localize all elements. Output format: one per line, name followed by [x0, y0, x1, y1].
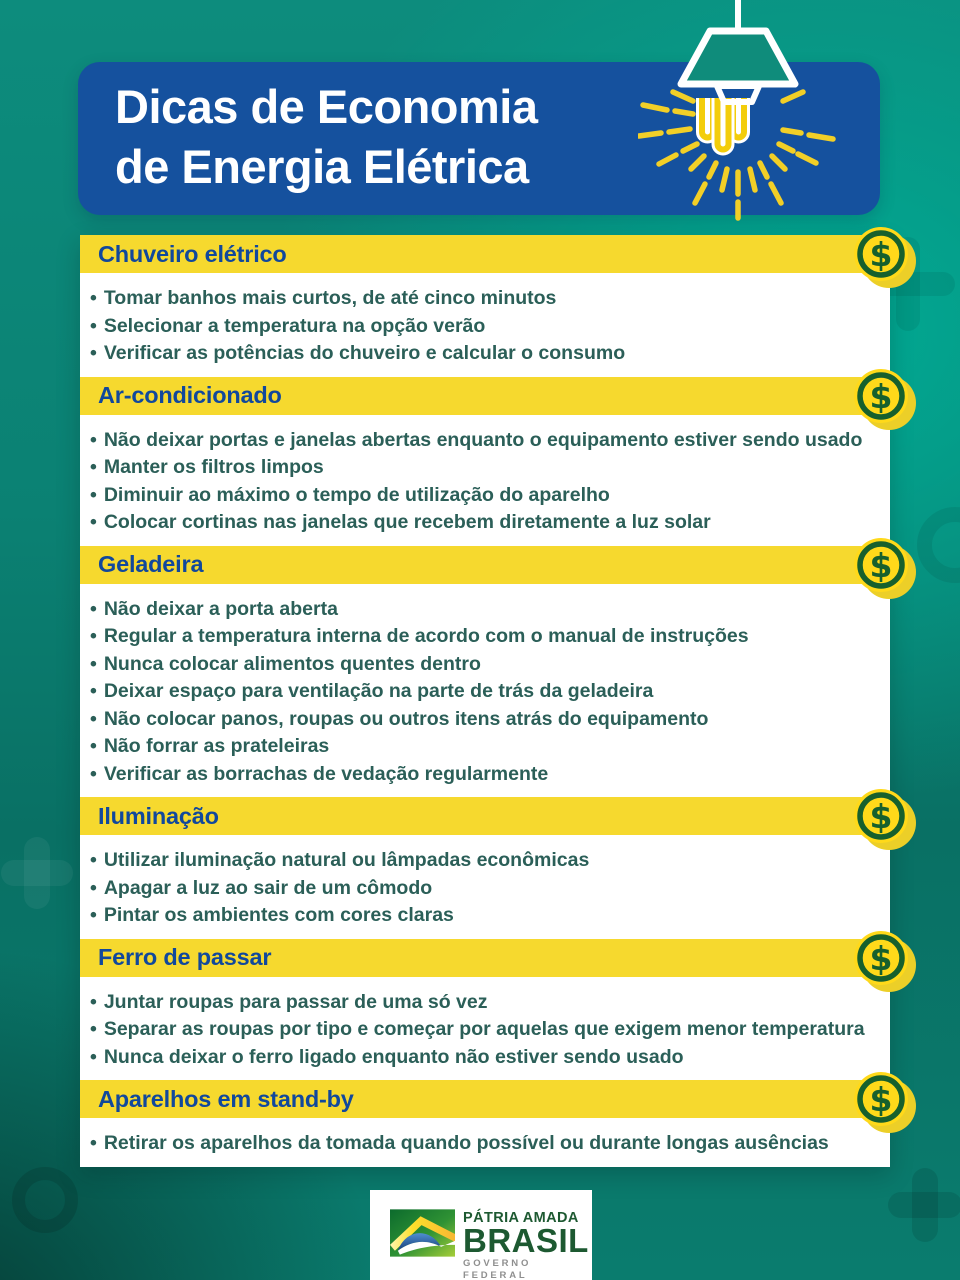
- tips-list: [80, 977, 890, 1081]
- bullet-icon: •: [90, 762, 97, 785]
- tip-item: [90, 733, 872, 761]
- tip-text: Não deixar portas e janelas abertas enquanto o equipamento estiver sendo usado: [103, 428, 863, 451]
- bullet-icon: •: [90, 680, 97, 702]
- tip-item: [90, 285, 872, 313]
- tip-text: Pintar os ambientes com cores claras: [103, 904, 454, 926]
- tip-text: Separar as roupas por tipo e começar por aquelas que exigem menor temperatura: [103, 1018, 865, 1040]
- tips-list: [80, 584, 890, 798]
- dollar-coin-icon: [848, 221, 924, 297]
- tip-text: Juntar roupas para passar de uma só vez: [103, 990, 488, 1013]
- tip-item: [90, 847, 872, 875]
- lamp-cord-icon: [735, 0, 741, 32]
- tip-item: [90, 596, 872, 624]
- tip-item: [90, 651, 872, 679]
- tip-text: Apagar a luz ao sair de um cômodo: [103, 876, 433, 899]
- section-header-bar: [80, 938, 893, 978]
- tip-section: [80, 1080, 893, 1167]
- section-title: Geladeira: [98, 551, 204, 577]
- tip-item: [90, 678, 872, 706]
- tip-text: Retirar os aparelhos da tomada quando possível ou durante longas ausências: [103, 1132, 829, 1154]
- tips-list: [80, 835, 890, 939]
- bullet-icon: •: [90, 511, 97, 533]
- dollar-coin-icon: [848, 532, 924, 608]
- gov-logo-box: [370, 1190, 592, 1280]
- tip-text: Nunca deixar o ferro ligado enquanto não estiver sendo usado: [103, 1045, 684, 1068]
- tip-item: [90, 340, 872, 368]
- logo-brasil: BRASIL: [463, 1222, 589, 1259]
- section-header-bar: [80, 545, 893, 585]
- tip-section: [80, 545, 893, 798]
- bullet-icon: •: [90, 990, 97, 1013]
- tip-item: [90, 989, 872, 1017]
- tip-text: Deixar espaço para ventilação na parte de trás da geladeira: [103, 680, 654, 702]
- svg-text:$: $: [869, 376, 893, 416]
- plus-decoration-left: [1, 837, 73, 909]
- bullet-icon: •: [90, 342, 97, 364]
- section-title: Chuveiro elétrico: [98, 240, 287, 267]
- tip-item: [90, 509, 872, 537]
- bullet-icon: •: [90, 625, 97, 647]
- section-title: Ar-condicionado: [98, 382, 282, 408]
- bullet-icon: •: [90, 735, 97, 757]
- tip-text: Colocar cortinas nas janelas que recebem diretamente a luz solar: [103, 511, 711, 533]
- tip-text: Regular a temperatura interna de acordo com o manual de instruções: [103, 625, 749, 647]
- tip-item: [90, 706, 872, 734]
- section-title: Ferro de passar: [98, 944, 272, 970]
- tip-text: Selecionar a temperatura na opção verão: [103, 314, 486, 337]
- tips-list: [80, 415, 890, 546]
- lamp-shade-icon: [681, 31, 795, 84]
- tip-item: [90, 761, 872, 789]
- tip-item: [90, 1130, 872, 1158]
- tip-item: [90, 482, 872, 510]
- tips-card: [80, 235, 893, 1167]
- tip-text: Nunca colocar alimentos quentes dentro: [103, 652, 481, 675]
- svg-text:$: $: [869, 1080, 893, 1119]
- tip-text: Manter os filtros limpos: [103, 456, 324, 478]
- tips-list: [80, 1118, 890, 1167]
- bullet-icon: •: [90, 1132, 97, 1154]
- tip-text: Utilizar iluminação natural ou lâmpadas econômicas: [103, 849, 590, 871]
- tip-item: [90, 875, 872, 903]
- tip-text: Não deixar a porta aberta: [103, 597, 338, 620]
- logo-governo-federal: GOVERNO FEDERAL: [463, 1258, 532, 1280]
- dollar-coin-icon: [848, 363, 924, 439]
- tip-item: [90, 1016, 872, 1044]
- tip-text: Verificar as borrachas de vedação regularmente: [103, 762, 549, 785]
- bullet-icon: •: [90, 483, 97, 506]
- tip-item: [90, 1044, 872, 1072]
- logo-patria-amada: PÁTRIA AMADA: [463, 1210, 579, 1226]
- brazil-flag-icon: [390, 1209, 455, 1257]
- tips-list: [80, 273, 890, 377]
- bullet-icon: •: [90, 876, 97, 899]
- svg-text:$: $: [869, 797, 893, 836]
- plus-decoration-bottom-right: [888, 1168, 960, 1242]
- bullet-icon: •: [90, 904, 97, 926]
- tip-section: [80, 797, 893, 939]
- svg-text:$: $: [869, 235, 893, 274]
- tip-item: [90, 902, 872, 930]
- bullet-icon: •: [90, 849, 97, 871]
- lamp-socket-icon: [717, 86, 759, 102]
- bullet-icon: •: [90, 707, 97, 730]
- lamp-bulb-icon: [638, 0, 838, 228]
- dollar-coin-icon: [848, 783, 924, 859]
- bullet-icon: •: [90, 1018, 97, 1040]
- svg-text:$: $: [869, 545, 893, 585]
- gov-logo-text: [463, 1209, 592, 1280]
- bullet-icon: •: [90, 597, 97, 620]
- title-line-2: de Energia Elétrica: [115, 140, 529, 193]
- bullet-icon: •: [90, 652, 97, 675]
- tip-item: [90, 623, 872, 651]
- tip-item: [90, 427, 872, 455]
- tip-section: [80, 938, 893, 1081]
- bullet-icon: •: [90, 456, 97, 478]
- tip-text: Não forrar as prateleiras: [103, 735, 330, 757]
- tip-section: [80, 376, 893, 546]
- section-header-bar: [80, 797, 893, 836]
- tip-text: Não colocar panos, roupas ou outros itens atrás do equipamento: [103, 707, 709, 730]
- bullet-icon: •: [90, 428, 97, 451]
- title-line-1: Dicas de Economia: [115, 80, 538, 133]
- tip-section: [80, 235, 893, 377]
- section-header-bar: [80, 235, 893, 274]
- dollar-coin-icon: [848, 1066, 924, 1142]
- svg-text:$: $: [869, 938, 893, 978]
- tip-item: [90, 454, 872, 482]
- dollar-coin-icon: [848, 925, 924, 1001]
- bullet-icon: •: [90, 1045, 97, 1068]
- section-title: Aparelhos em stand-by: [98, 1085, 354, 1112]
- tip-item: [90, 313, 872, 341]
- tip-text: Diminuir ao máximo o tempo de utilização do aparelho: [103, 483, 610, 506]
- tip-text: Verificar as potências do chuveiro e calcular o consumo: [103, 342, 626, 364]
- bullet-icon: •: [90, 287, 97, 309]
- section-header-bar: [80, 376, 893, 416]
- section-title: Iluminação: [98, 802, 219, 829]
- section-header-bar: [80, 1080, 893, 1119]
- tip-text: Tomar banhos mais curtos, de até cinco minutos: [103, 287, 557, 309]
- cfl-tubes-icon: [702, 98, 744, 150]
- ring-decoration-bottom-left: [12, 1167, 78, 1233]
- bullet-icon: •: [90, 314, 97, 337]
